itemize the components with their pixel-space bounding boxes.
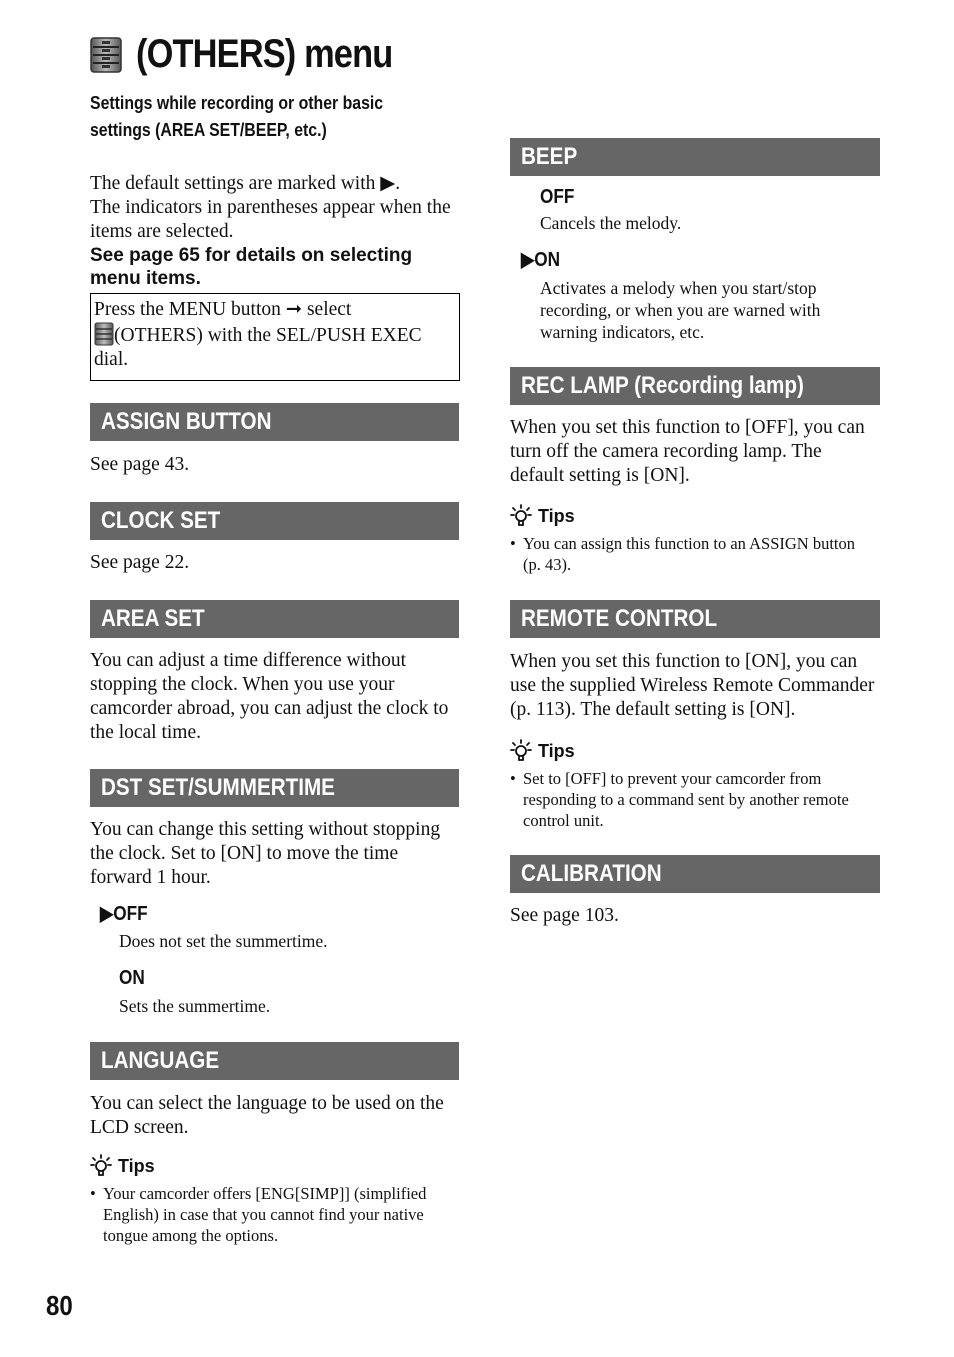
section-header-assign-button: ASSIGN BUTTON bbox=[90, 403, 459, 441]
option-label: OFF bbox=[540, 186, 575, 208]
tips-lightbulb-icon bbox=[510, 504, 532, 528]
section-header-area-set: AREA SET bbox=[90, 600, 459, 638]
page-title-text: (OTHERS) menu bbox=[136, 32, 393, 76]
section-header-remote-control: REMOTE CONTROL bbox=[510, 600, 880, 638]
option-label: OFF bbox=[113, 903, 148, 925]
intro-line-2: The indicators in parentheses appear when the items are selected. bbox=[90, 197, 451, 242]
dst-option-off bbox=[90, 902, 459, 926]
section-header-beep: BEEP bbox=[510, 138, 880, 176]
default-marker: ▶ bbox=[100, 903, 114, 925]
beep-option-off-desc: Cancels the melody. bbox=[540, 213, 682, 233]
option-label: ON bbox=[534, 249, 561, 271]
section-header-clock-set: CLOCK SET bbox=[90, 502, 459, 540]
left-column bbox=[90, 172, 459, 1246]
calibration-text: See page 103. bbox=[510, 905, 619, 926]
dst-option-off-desc: Does not set the summertime. bbox=[119, 931, 328, 951]
dst-set-text: You can change this setting without stopping the clock. Set to [ON] to move the time forward 1 hour. bbox=[90, 819, 441, 888]
option-label: ON bbox=[119, 967, 145, 989]
rec-lamp-tips-header bbox=[510, 504, 880, 528]
others-menu-icon bbox=[90, 36, 122, 74]
right-column bbox=[510, 138, 880, 928]
intro-text bbox=[90, 172, 460, 244]
others-menu-icon bbox=[94, 322, 114, 346]
section-header-rec-lamp: REC LAMP (Recording lamp) bbox=[510, 367, 880, 405]
page-subtitle: Settings while recording or other basic settings (AREA SET/BEEP, etc.) bbox=[90, 93, 384, 140]
dst-option-on-desc: Sets the summertime. bbox=[119, 996, 271, 1016]
page-title bbox=[90, 32, 434, 77]
assign-button-text: See page 43. bbox=[90, 454, 190, 475]
menu-box-text-1: Press the MENU button ➞ select bbox=[94, 299, 352, 320]
dst-option-on bbox=[90, 966, 459, 990]
intro-line-1: The default settings are marked with ▶. bbox=[90, 173, 401, 194]
remote-control-tip: • Set to [OFF] to prevent your camcorder from responding to a command sent by another remote control unit. bbox=[510, 768, 860, 831]
section-header-calibration: CALIBRATION bbox=[510, 855, 880, 893]
section-header-language: LANGUAGE bbox=[90, 1042, 459, 1080]
language-tip: • Your camcorder offers [ENG[SIMP]] (simplified English) in case that you cannot find your native tongue among the options. bbox=[90, 1183, 459, 1246]
beep-option-on-desc: Activates a melody when you start/stop recording, or when you are warned with warning indicators, etc. bbox=[540, 278, 821, 342]
page-number: 80 bbox=[46, 1290, 73, 1321]
menu-instruction-box bbox=[90, 293, 460, 381]
remote-control-tips-header bbox=[510, 739, 880, 763]
see-page-note: See page 65 for details on selecting menu items. bbox=[90, 245, 413, 289]
tips-label: Tips bbox=[118, 1155, 155, 1176]
clock-set-text: See page 22. bbox=[90, 552, 190, 573]
language-tips-header bbox=[90, 1154, 459, 1178]
menu-box-text-2: (OTHERS) with the SEL/PUSH EXEC dial. bbox=[94, 325, 422, 370]
default-marker: ▶ bbox=[521, 249, 535, 271]
tips-lightbulb-icon bbox=[510, 739, 532, 763]
tips-label: Tips bbox=[538, 740, 575, 761]
rec-lamp-tip: • You can assign this function to an ASSIGN button (p. 43). bbox=[510, 533, 855, 575]
remote-control-text: When you set this function to [ON], you can use the supplied Wireless Remote Commander (p. 113). The default setting is [ON]. bbox=[510, 651, 875, 720]
tips-label: Tips bbox=[538, 505, 575, 526]
tips-lightbulb-icon bbox=[90, 1154, 112, 1178]
rec-lamp-text: When you set this function to [OFF], you can turn off the camera recording lamp. The default setting is [ON]. bbox=[510, 417, 865, 486]
section-header-dst-set: DST SET/SUMMERTIME bbox=[90, 769, 459, 807]
area-set-text: You can adjust a time difference without stopping the clock. When you use your camcorder abroad, you can adjust the clock to the local time. bbox=[90, 650, 449, 743]
beep-option-on bbox=[510, 248, 880, 272]
beep-option-off bbox=[510, 185, 880, 209]
language-text: You can select the language to be used on the LCD screen. bbox=[90, 1093, 444, 1138]
